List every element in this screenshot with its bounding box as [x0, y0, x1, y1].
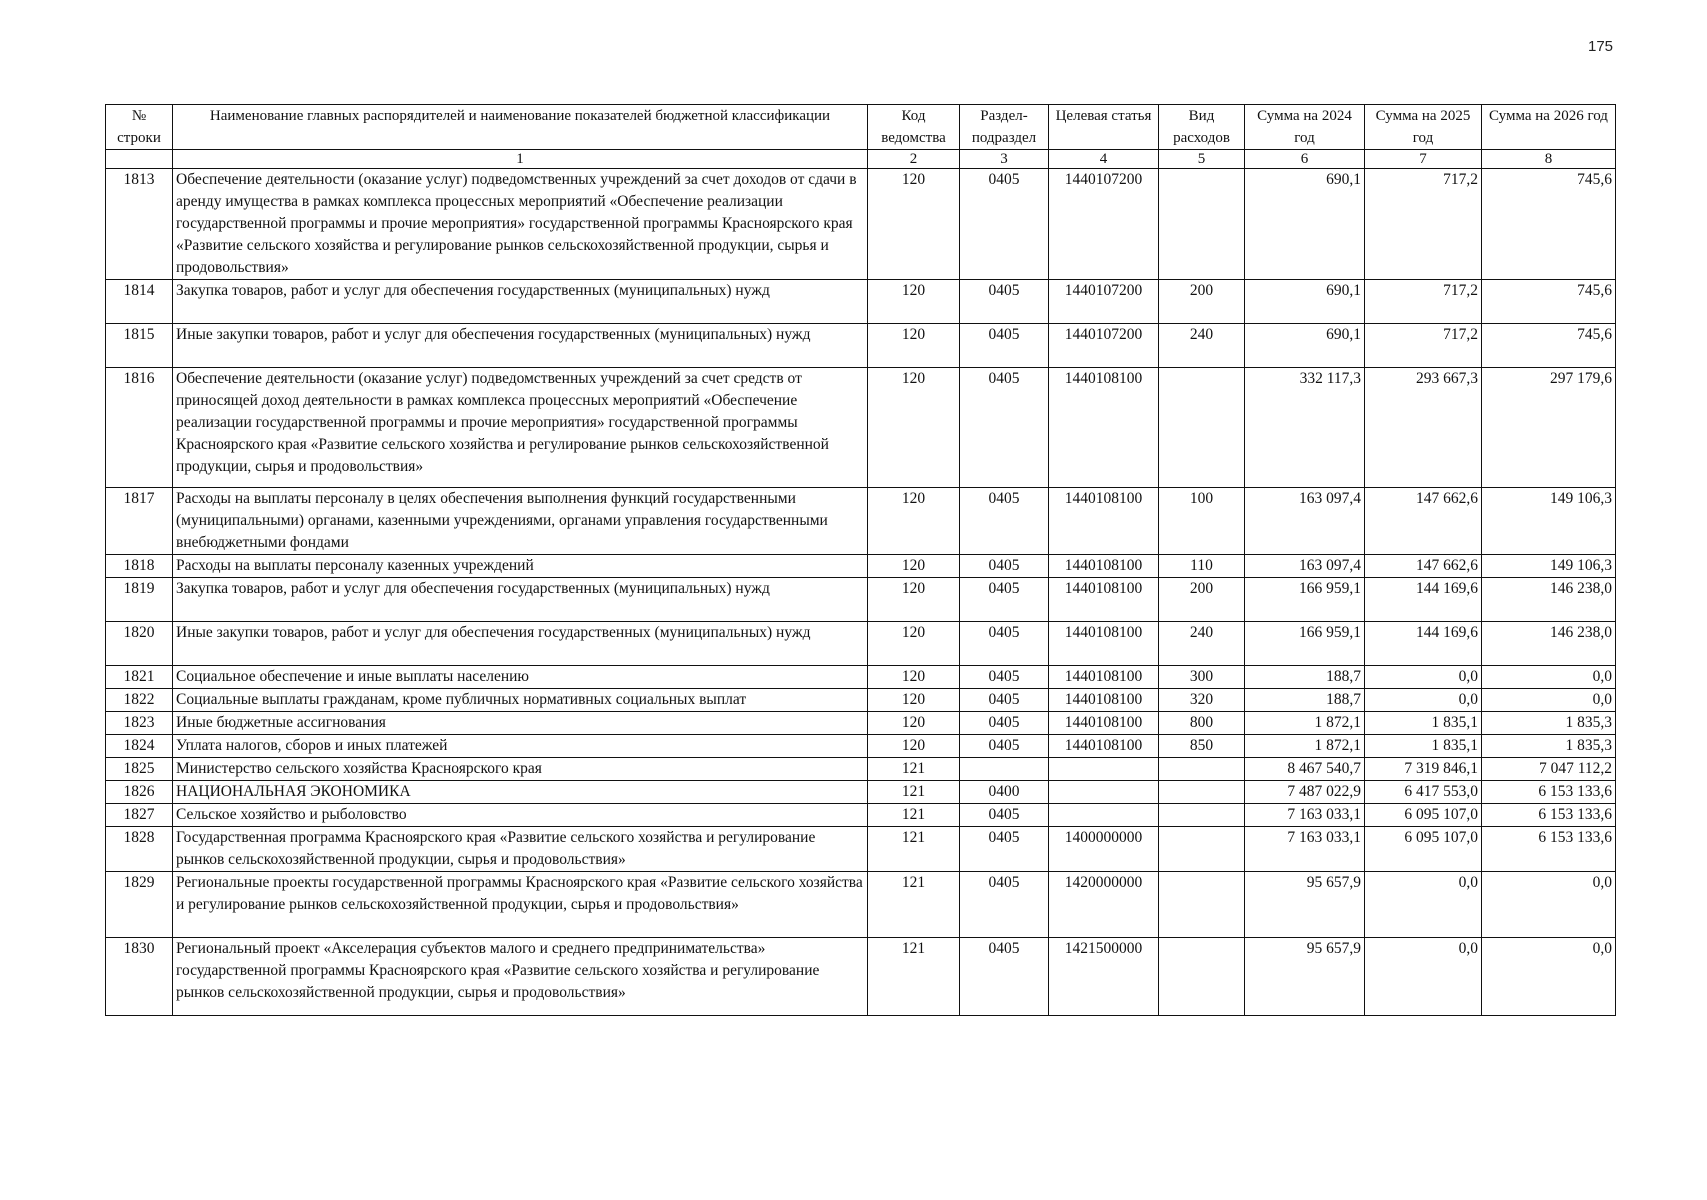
type-cell: 240: [1159, 622, 1245, 666]
sum-2026-cell: 0,0: [1482, 938, 1616, 1016]
name-cell: Государственная программа Красноярского края «Развитие сельского хозяйства и регулирование рынков сельскохозяйственной продукции, сырья и продовольствия»: [173, 827, 868, 872]
row-number-cell: 1819: [106, 578, 173, 622]
row-number-cell: 1827: [106, 804, 173, 827]
sum-2026-cell: 149 106,3: [1482, 488, 1616, 555]
section-cell: 0405: [960, 169, 1049, 280]
column-number: 7: [1365, 150, 1482, 169]
name-cell: Министерство сельского хозяйства Красноярского края: [173, 758, 868, 781]
code-cell: 120: [868, 488, 960, 555]
table-row: [106, 578, 1616, 622]
table-row: [106, 280, 1616, 324]
code-cell: 121: [868, 938, 960, 1016]
target-cell: 1421500000: [1049, 938, 1159, 1016]
section-cell: 0405: [960, 324, 1049, 368]
section-cell: 0405: [960, 280, 1049, 324]
type-cell: [1159, 827, 1245, 872]
row-number-cell: 1828: [106, 827, 173, 872]
name-cell: Расходы на выплаты персоналу в целях обеспечения выполнения функций государственными (муниципальными) органами, казенными учреждениями, органами управления государственными внебюджетными фондами: [173, 488, 868, 555]
row-number-cell: 1818: [106, 555, 173, 578]
header-sum-2024: Сумма на 2024 год: [1245, 105, 1365, 150]
row-number-cell: 1820: [106, 622, 173, 666]
type-cell: 800: [1159, 712, 1245, 735]
sum-2024-cell: 1 872,1: [1245, 735, 1365, 758]
sum-2024-cell: 163 097,4: [1245, 555, 1365, 578]
row-number-cell: 1830: [106, 938, 173, 1016]
table-row: [106, 488, 1616, 555]
sum-2026-cell: 745,6: [1482, 280, 1616, 324]
row-number-cell: 1814: [106, 280, 173, 324]
table-row: [106, 872, 1616, 938]
target-cell: [1049, 758, 1159, 781]
name-cell: Региональные проекты государственной программы Красноярского края «Развитие сельского хозяйства и регулирование рынков сельскохозяйственной продукции, сырья и продовольствия»: [173, 872, 868, 938]
name-cell: Региональный проект «Акселерация субъектов малого и среднего предпринимательства» государственной программы Красноярского края «Развитие сельского хозяйства и регулирование рынков сельскохозяйственной продукции, сырья и продовольствия»: [173, 938, 868, 1016]
type-cell: 200: [1159, 280, 1245, 324]
section-cell: 0405: [960, 712, 1049, 735]
name-cell: Социальные выплаты гражданам, кроме публичных нормативных социальных выплат: [173, 689, 868, 712]
type-cell: 200: [1159, 578, 1245, 622]
code-cell: 120: [868, 578, 960, 622]
column-number: 1: [173, 150, 868, 169]
table-row: [106, 689, 1616, 712]
code-cell: 121: [868, 827, 960, 872]
section-cell: 0405: [960, 666, 1049, 689]
row-number-cell: 1821: [106, 666, 173, 689]
code-cell: 121: [868, 758, 960, 781]
table-row: [106, 169, 1616, 280]
name-cell: Иные закупки товаров, работ и услуг для обеспечения государственных (муниципальных) нужд: [173, 324, 868, 368]
name-cell: Закупка товаров, работ и услуг для обеспечения государственных (муниципальных) нужд: [173, 578, 868, 622]
target-cell: [1049, 781, 1159, 804]
type-cell: [1159, 368, 1245, 488]
sum-2024-cell: 7 163 033,1: [1245, 827, 1365, 872]
table-row: [106, 938, 1616, 1016]
sum-2025-cell: 7 319 846,1: [1365, 758, 1482, 781]
sum-2026-cell: 1 835,3: [1482, 735, 1616, 758]
column-number: 2: [868, 150, 960, 169]
sum-2025-cell: 717,2: [1365, 169, 1482, 280]
name-cell: Уплата налогов, сборов и иных платежей: [173, 735, 868, 758]
sum-2025-cell: 0,0: [1365, 872, 1482, 938]
table-row: [106, 622, 1616, 666]
name-cell: НАЦИОНАЛЬНАЯ ЭКОНОМИКА: [173, 781, 868, 804]
table-row: [106, 666, 1616, 689]
code-cell: 120: [868, 735, 960, 758]
section-cell: 0405: [960, 689, 1049, 712]
table-row: [106, 781, 1616, 804]
code-cell: 120: [868, 169, 960, 280]
code-cell: 120: [868, 324, 960, 368]
code-cell: 120: [868, 368, 960, 488]
sum-2026-cell: 745,6: [1482, 169, 1616, 280]
sum-2025-cell: 0,0: [1365, 689, 1482, 712]
name-cell: Социальное обеспечение и иные выплаты населению: [173, 666, 868, 689]
sum-2025-cell: 144 169,6: [1365, 578, 1482, 622]
sum-2026-cell: 6 153 133,6: [1482, 827, 1616, 872]
name-cell: Обеспечение деятельности (оказание услуг) подведомственных учреждений за счет средств от приносящей доход деятельности в рамках комплекса процессных мероприятий «Обеспечение реализации государственной программы и прочие мероприятия» государственной программы Красноярского края «Развитие сельского хозяйства и регулирование рынков сельскохозяйственной продукции, сырья и продовольствия»: [173, 368, 868, 488]
sum-2024-cell: 690,1: [1245, 280, 1365, 324]
sum-2024-cell: 690,1: [1245, 169, 1365, 280]
target-cell: 1440108100: [1049, 555, 1159, 578]
row-number-cell: 1826: [106, 781, 173, 804]
target-cell: 1440107200: [1049, 169, 1159, 280]
type-cell: [1159, 872, 1245, 938]
type-cell: [1159, 804, 1245, 827]
name-cell: Закупка товаров, работ и услуг для обеспечения государственных (муниципальных) нужд: [173, 280, 868, 324]
target-cell: 1440108100: [1049, 712, 1159, 735]
header-type: Вид расходов: [1159, 105, 1245, 150]
code-cell: 121: [868, 872, 960, 938]
code-cell: 120: [868, 622, 960, 666]
name-cell: Обеспечение деятельности (оказание услуг) подведомственных учреждений за счет доходов от сдачи в аренду имущества в рамках комплекса процессных мероприятий «Обеспечение реализации государственной программы и прочие мероприятия» государственной программы Красноярского края «Развитие сельского хозяйства и регулирование рынков сельскохозяйственной продукции, сырья и продовольствия»: [173, 169, 868, 280]
code-cell: 120: [868, 555, 960, 578]
section-cell: 0405: [960, 938, 1049, 1016]
sum-2024-cell: 332 117,3: [1245, 368, 1365, 488]
sum-2026-cell: 0,0: [1482, 666, 1616, 689]
sum-2026-cell: 6 153 133,6: [1482, 804, 1616, 827]
header-sum-2025: Сумма на 2025 год: [1365, 105, 1482, 150]
header-sum-2026: Сумма на 2026 год: [1482, 105, 1616, 150]
name-cell: Расходы на выплаты персоналу казенных учреждений: [173, 555, 868, 578]
code-cell: 121: [868, 804, 960, 827]
table-row: [106, 324, 1616, 368]
target-cell: 1400000000: [1049, 827, 1159, 872]
header-section: Раздел-подраздел: [960, 105, 1049, 150]
table-row: [106, 804, 1616, 827]
sum-2024-cell: 95 657,9: [1245, 938, 1365, 1016]
sum-2024-cell: 7 163 033,1: [1245, 804, 1365, 827]
column-number-row: [106, 150, 1616, 169]
sum-2026-cell: 149 106,3: [1482, 555, 1616, 578]
header-row-no: № строки: [106, 105, 173, 150]
section-cell: 0405: [960, 488, 1049, 555]
header-target: Целевая статья: [1049, 105, 1159, 150]
sum-2025-cell: 147 662,6: [1365, 488, 1482, 555]
target-cell: 1440107200: [1049, 324, 1159, 368]
row-number-cell: 1823: [106, 712, 173, 735]
row-number-cell: 1825: [106, 758, 173, 781]
sum-2026-cell: 1 835,3: [1482, 712, 1616, 735]
type-cell: [1159, 169, 1245, 280]
sum-2026-cell: 146 238,0: [1482, 578, 1616, 622]
sum-2024-cell: 95 657,9: [1245, 872, 1365, 938]
target-cell: 1440108100: [1049, 488, 1159, 555]
code-cell: 120: [868, 712, 960, 735]
type-cell: 110: [1159, 555, 1245, 578]
budget-table: [105, 104, 1616, 1016]
section-cell: 0405: [960, 368, 1049, 488]
sum-2026-cell: 0,0: [1482, 872, 1616, 938]
sum-2025-cell: 144 169,6: [1365, 622, 1482, 666]
type-cell: 300: [1159, 666, 1245, 689]
section-cell: 0405: [960, 578, 1049, 622]
sum-2026-cell: 297 179,6: [1482, 368, 1616, 488]
sum-2024-cell: 166 959,1: [1245, 578, 1365, 622]
section-cell: [960, 758, 1049, 781]
type-cell: 850: [1159, 735, 1245, 758]
table-row: [106, 712, 1616, 735]
target-cell: 1440108100: [1049, 578, 1159, 622]
name-cell: Иные закупки товаров, работ и услуг для обеспечения государственных (муниципальных) нужд: [173, 622, 868, 666]
table-row: [106, 368, 1616, 488]
page-number: 175: [1588, 38, 1614, 55]
table-row: [106, 827, 1616, 872]
column-number: [106, 150, 173, 169]
sum-2024-cell: 163 097,4: [1245, 488, 1365, 555]
sum-2024-cell: 690,1: [1245, 324, 1365, 368]
target-cell: 1440108100: [1049, 622, 1159, 666]
section-cell: 0405: [960, 735, 1049, 758]
section-cell: 0405: [960, 827, 1049, 872]
type-cell: 100: [1159, 488, 1245, 555]
target-cell: 1440108100: [1049, 735, 1159, 758]
sum-2025-cell: 1 835,1: [1365, 735, 1482, 758]
row-number-cell: 1822: [106, 689, 173, 712]
row-number-cell: 1817: [106, 488, 173, 555]
column-number: 4: [1049, 150, 1159, 169]
column-number: 6: [1245, 150, 1365, 169]
header-name: Наименование главных распорядителей и наименование показателей бюджетной классификации: [173, 105, 868, 150]
sum-2025-cell: 717,2: [1365, 324, 1482, 368]
sum-2024-cell: 1 872,1: [1245, 712, 1365, 735]
row-number-cell: 1816: [106, 368, 173, 488]
target-cell: 1440108100: [1049, 666, 1159, 689]
sum-2024-cell: 166 959,1: [1245, 622, 1365, 666]
sum-2025-cell: 717,2: [1365, 280, 1482, 324]
sum-2024-cell: 188,7: [1245, 666, 1365, 689]
target-cell: 1440107200: [1049, 280, 1159, 324]
sum-2026-cell: 146 238,0: [1482, 622, 1616, 666]
sum-2025-cell: 6 417 553,0: [1365, 781, 1482, 804]
target-cell: [1049, 804, 1159, 827]
row-number-cell: 1815: [106, 324, 173, 368]
table-row: [106, 735, 1616, 758]
type-cell: [1159, 758, 1245, 781]
table-row: [106, 758, 1616, 781]
sum-2026-cell: 7 047 112,2: [1482, 758, 1616, 781]
sum-2024-cell: 7 487 022,9: [1245, 781, 1365, 804]
sum-2025-cell: 6 095 107,0: [1365, 827, 1482, 872]
sum-2025-cell: 147 662,6: [1365, 555, 1482, 578]
row-number-cell: 1813: [106, 169, 173, 280]
sum-2026-cell: 0,0: [1482, 689, 1616, 712]
table-row: [106, 555, 1616, 578]
target-cell: 1440108100: [1049, 689, 1159, 712]
name-cell: Сельское хозяйство и рыболовство: [173, 804, 868, 827]
section-cell: 0405: [960, 555, 1049, 578]
sum-2024-cell: 8 467 540,7: [1245, 758, 1365, 781]
code-cell: 120: [868, 280, 960, 324]
sum-2024-cell: 188,7: [1245, 689, 1365, 712]
sum-2025-cell: 0,0: [1365, 666, 1482, 689]
column-number: 8: [1482, 150, 1616, 169]
sum-2025-cell: 0,0: [1365, 938, 1482, 1016]
sum-2025-cell: 6 095 107,0: [1365, 804, 1482, 827]
sum-2026-cell: 745,6: [1482, 324, 1616, 368]
type-cell: 240: [1159, 324, 1245, 368]
target-cell: 1440108100: [1049, 368, 1159, 488]
header-row: [106, 105, 1616, 150]
section-cell: 0405: [960, 622, 1049, 666]
section-cell: 0405: [960, 804, 1049, 827]
section-cell: 0400: [960, 781, 1049, 804]
code-cell: 121: [868, 781, 960, 804]
section-cell: 0405: [960, 872, 1049, 938]
type-cell: [1159, 938, 1245, 1016]
target-cell: 1420000000: [1049, 872, 1159, 938]
sum-2025-cell: 1 835,1: [1365, 712, 1482, 735]
type-cell: [1159, 781, 1245, 804]
code-cell: 120: [868, 689, 960, 712]
sum-2026-cell: 6 153 133,6: [1482, 781, 1616, 804]
row-number-cell: 1829: [106, 872, 173, 938]
name-cell: Иные бюджетные ассигнования: [173, 712, 868, 735]
row-number-cell: 1824: [106, 735, 173, 758]
column-number: 3: [960, 150, 1049, 169]
code-cell: 120: [868, 666, 960, 689]
type-cell: 320: [1159, 689, 1245, 712]
sum-2025-cell: 293 667,3: [1365, 368, 1482, 488]
column-number: 5: [1159, 150, 1245, 169]
header-code: Код ведомства: [868, 105, 960, 150]
